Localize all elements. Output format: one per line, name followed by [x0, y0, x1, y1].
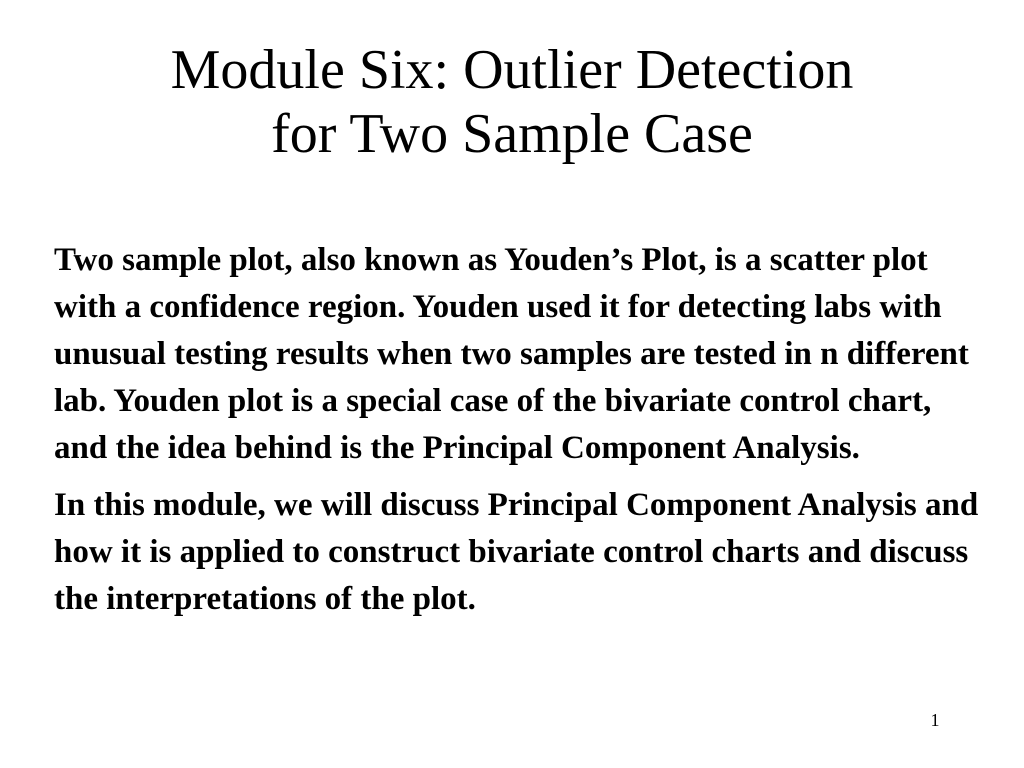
- body-paragraph-2: In this module, we will discuss Principal Component Analysis and how it is applied to construct bivariate control charts and discuss the interpretations of the plot.: [54, 487, 979, 617]
- body-paragraph-1: Two sample plot, also known as Youden’s Plot, is a scatter plot with a confidence region. Youden used it for detecting labs with unusual testing results when two samples are tested in n different lab. Youden plot is a special case of the bivariate control chart, and the idea behind is the Principal Component Analysis.: [54, 242, 969, 466]
- slide-title-line-2: for Two Sample Case: [271, 103, 753, 165]
- slide-title: [0, 38, 1024, 166]
- slide-title-line-1: Module Six: Outlier Detection: [170, 39, 854, 101]
- slide-body: [54, 237, 984, 623]
- page-number: 1: [930, 710, 940, 730]
